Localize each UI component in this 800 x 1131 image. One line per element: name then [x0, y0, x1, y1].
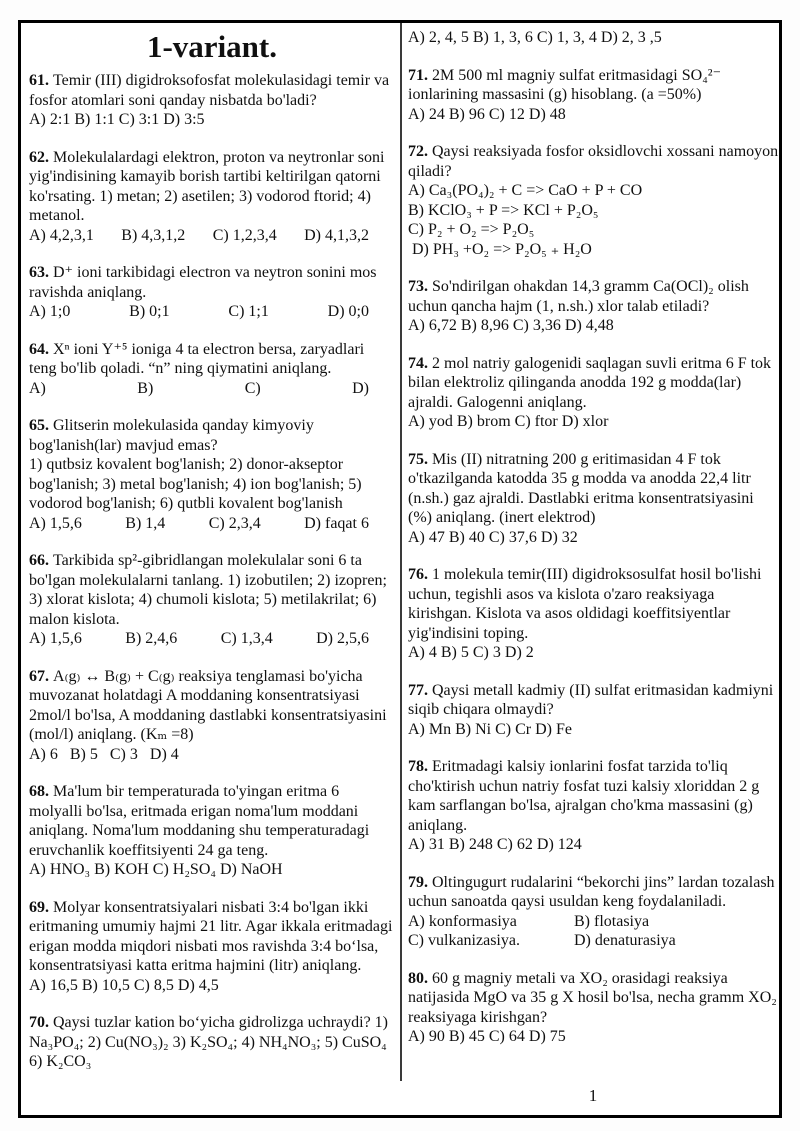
question-text: [408, 757, 780, 835]
left-column: [29, 28, 395, 1072]
option: A) 1,5,6: [29, 630, 82, 647]
question-body: 2 mol natriy galogenidi saqlagan suvli eritma 6 F tok bilan elektroliz qilinganda anodda 192 g modda(lar) ajraldi. Galogenni aniqlang.: [408, 354, 776, 411]
question-78: [408, 757, 780, 855]
question-number: 76.: [408, 566, 432, 583]
option: D) denaturasiya: [574, 932, 676, 949]
answer-row: A) 16,5 B) 10,5 C) 8,5 D) 4,5: [29, 976, 219, 994]
question-69: [29, 898, 395, 996]
option: D) 0;0: [327, 303, 369, 320]
answer-row: C) P₂ + O₂ => P₂O₅: [408, 221, 535, 238]
answer-row: A) 4 B) 5 C) 3 D) 2: [408, 644, 534, 661]
question-number: 73.: [408, 278, 432, 295]
answer-row: A) 31 B) 248 C) 62 D) 124: [408, 836, 582, 853]
option: C): [244, 379, 261, 397]
option: C) 1;1: [228, 303, 269, 320]
question-number: 75.: [408, 450, 432, 468]
question-text: [29, 898, 395, 976]
question-number: 67.: [29, 667, 53, 685]
option: B) 1,4: [125, 514, 166, 532]
question-72: [408, 142, 783, 259]
question-63: [29, 263, 395, 322]
question-65: [29, 416, 395, 533]
question-text: [408, 354, 780, 413]
question-number: 71.: [408, 66, 432, 84]
question-body: Molekulalardagi elektron, proton va neytronlar soni yig'indisining kamayib borish tartibi keltirilgan qatorni ko'rsating. 1) metan; 2) asetilen; 3) vodorod ftorid; 4) metanol.: [29, 148, 389, 224]
question-text: [408, 66, 780, 105]
answer-row: A) 2, 4, 5 B) 1, 3, 6 C) 1, 3, 4 D) 2, 3 ,5: [408, 29, 662, 46]
answer-row: A) 2:1 B) 1:1 C) 3:1 D) 3:5: [29, 111, 205, 128]
question-number: 68.: [29, 783, 53, 800]
answer-row: A) 6 B) 5 C) 3 D) 4: [29, 745, 179, 763]
option: A) 1,5,6: [29, 514, 82, 532]
question-text: [408, 873, 780, 912]
option: C) 2,3,4: [208, 514, 261, 532]
option: A): [29, 379, 46, 397]
question-67: [29, 667, 395, 765]
answer-row: 1) qutbsiz kovalent bog'lanish; 2) donor-akseptor bog'lanish; 3) metal bog'lanish; 4) ion bog'lanish; 5) vodorod bog'lanish; 6) qutbli kovalent bog'lanish: [29, 456, 366, 512]
question-body: Ma'lum bir temperaturada to'yingan eritma 6 molyalli bo'lsa, eritmada erigan noma'lum moddani aniqlang. Noma'lum moddaning shu temperaturadagi eruvchanlik koeffitsiyenti 24 ga teng.: [29, 783, 374, 859]
question-text: [29, 551, 395, 629]
question-64: [29, 340, 395, 399]
page-number: 1: [588, 1086, 598, 1105]
question-body: Qaysi metall kadmiy (II) sulfat eritmasidan kadmiyni siqib chiqara olmaydi?: [408, 681, 778, 718]
question-body: Molyar konsentratsiyalari nisbati 3:4 bo'lgan ikki eritmaning umumiy hajmi 21 litr. Agar ikkala eritmadagi erigan modda miqdori nisbati mos ravishda 3:4 boʻlsa, konsentratsiyasi katta eritma hajmini (litr) aniqlang.: [29, 898, 397, 974]
question-text: [29, 667, 395, 745]
option: B) 4,3,1,2: [121, 226, 186, 244]
question-body: Glitserin molekulasida qanday kimyoviy bog'lanish(lar) mavjud emas?: [29, 417, 318, 454]
question-body: D⁺ ioni tarkibidagi electron va neytron sonini mos ravishda aniqlang.: [29, 264, 381, 301]
option: B) 2,4,6: [125, 630, 178, 647]
question-number: 65.: [29, 417, 53, 434]
question-number: 74.: [408, 354, 432, 372]
question-80: [408, 969, 780, 1047]
question-76: [408, 565, 780, 663]
answer-row: A) 6,72 B) 8,96 C) 3,36 D) 4,48: [408, 317, 614, 334]
options-row: [29, 226, 369, 246]
question-77: [408, 681, 780, 740]
answer-row: A) Mn B) Ni C) Cr D) Fe: [408, 720, 572, 738]
option: B) 0;1: [129, 303, 170, 320]
option: D) 4,1,3,2: [304, 226, 369, 244]
options-row: [408, 912, 780, 932]
question-body: Qaysi reaksiyada fosfor oksidlovchi xossani namoyon qiladi?: [408, 143, 783, 180]
options-row: [29, 302, 369, 322]
option: B): [137, 379, 154, 397]
question-number: 62.: [29, 148, 53, 166]
question-number: 69.: [29, 898, 53, 916]
options-row: [408, 931, 780, 951]
question-body: 2M 500 ml magniy sulfat eritmasidagi SO₄²⁻ ionlarining massasini (g) hisoblang. (a =50%): [408, 66, 726, 103]
question-71: [408, 66, 780, 125]
option: A) 1;0: [29, 303, 71, 320]
answer-row: A) Ca₃(PO₄)₂ + C => CaO + P + CO: [408, 182, 643, 199]
question-68: [29, 782, 395, 880]
question-body: 60 g magniy metali va XO₂ orasidagi reaksiya natijasida MgO va 35 g X hosil bo'lsa, necha gramm XO₂ reaksiyaga kirishgan?: [408, 969, 781, 1026]
question-text: [29, 1013, 395, 1072]
question-body: Temir (III) digidroksofosfat molekulasidagi temir va fosfor atomlari soni qanday nisbatda bo'ladi?: [29, 72, 394, 109]
question-text: [408, 450, 780, 528]
answer-row: A) yod B) brom C) ftor D) xlor: [408, 413, 609, 430]
question-body: 1 molekula temir(III) digidroksosulfat hosil bo'lishi uchun, tegishli asos va kislota o'zaro reaksiyaga kirishgan. Kislota va asos oldidagi koeffitsiyentlar yig'indisini toping.: [408, 566, 766, 642]
option: D) faqat 6: [304, 514, 369, 532]
answer-row: A) 24 B) 96 C) 12 D) 48: [408, 105, 566, 123]
answer-row: A) 47 B) 40 C) 37,6 D) 32: [408, 528, 578, 546]
question-number: 63.: [29, 264, 53, 281]
question-75: [408, 450, 780, 548]
answer-row: B) KClO₃ + P => KCl + P₂O₅: [408, 201, 599, 219]
question-text: [408, 969, 780, 1028]
question-text: [408, 681, 780, 720]
question-text: [408, 277, 780, 316]
question-text: [29, 416, 395, 455]
question-61: [29, 71, 395, 130]
option: C) 1,3,4: [220, 630, 273, 647]
question-number: 80.: [408, 969, 432, 987]
question-number: 77.: [408, 681, 432, 699]
option: B) flotasiya: [574, 912, 650, 930]
options-row: [29, 514, 369, 534]
option: C) vulkanizasiya.: [408, 932, 520, 949]
question-66: [29, 551, 395, 649]
options-row: [29, 379, 369, 399]
question-number: 79.: [408, 873, 432, 891]
question-body: Eritmadagi kalsiy ionlarini fosfat tarzida to'liq cho'ktirish uchun natriy fosfat tuzi kalsiy xloriddan 2 g kam sarflangan bo'lsa, ajralgan cho'kma massasini (g) aniqlang.: [408, 758, 764, 834]
option: D): [352, 379, 369, 397]
question-number: 72.: [408, 143, 432, 160]
answer-row: D) PH₃ +O₂ => P₂O₅ ₊ H₂O: [408, 240, 592, 258]
question-text: [408, 565, 780, 643]
question-74: [408, 354, 780, 432]
question-62: [29, 148, 395, 246]
answer-row: A) HNO₃ B) KOH C) H₂SO₄ D) NaOH: [29, 861, 283, 878]
question-number: 78.: [408, 758, 432, 775]
question-number: 66.: [29, 552, 53, 569]
question-body: Oltingugurt rudalarini “bekorchi jins” lardan tozalash uchun sanoatda qaysi usuldan keng foydalaniladi.: [408, 873, 779, 910]
option: A) 4,2,3,1: [29, 226, 94, 244]
left-questions: [29, 71, 395, 1072]
right-column: [408, 28, 783, 1047]
question-body: Mis (II) nitratning 200 g eritimasidan 4 F tok o'tkazilganda katodda 35 g modda va anodda 22,4 litr (n.sh.) gaz ajraldi. Dastlabki eritma konsentratsiyasini (%) aniqlang. (inert elektrod): [408, 450, 758, 526]
question-text: [29, 263, 395, 302]
column-divider: [400, 23, 402, 1081]
option: C) 1,2,3,4: [212, 226, 277, 244]
right-questions: [408, 28, 783, 1047]
question-body: So'ndirilgan ohakdan 14,3 gramm Ca(OCl)₂ olish uchun qancha hajm (1, n.sh.) xlor talab etiladi?: [408, 278, 753, 315]
continued-answer-line: [408, 28, 780, 48]
option: D) 2,5,6: [316, 630, 369, 647]
options-row: [29, 629, 369, 649]
question-73: [408, 277, 780, 336]
question-number: 61.: [29, 72, 53, 89]
question-number: 70.: [29, 1014, 53, 1031]
question-body: Xⁿ ioni Y⁺⁵ ioniga 4 ta electron bersa, zaryadlari teng bo'lib qoladi. “n” ning qiymatini aniqlang.: [29, 340, 369, 377]
question-number: 64.: [29, 340, 53, 358]
question-70: [29, 1013, 395, 1072]
question-text: [408, 142, 783, 181]
question-text: [29, 148, 395, 226]
question-body: A₍g₎ ↔ B₍g₎ + C₍g₎ reaksiya tenglamasi bo'yicha muvozanat holatdagi A moddaning konsentratsiyasi 2mol/l bo'lsa, A moddaning dastlabki konsentratsiyasini (mol/l) aniqlang. (Kₘ =8): [29, 667, 391, 743]
test-sheet: [18, 20, 782, 1118]
question-body: Tarkibida sp²-gibridlangan molekulalar soni 6 ta bo'lgan molekulalarni tanlang. 1) izobutilen; 2) izopren; 3) xlorat kislota; 4) chumoli kislota; 5) metilakrilat; 6) malon kislota.: [29, 552, 391, 628]
question-79: [408, 873, 780, 951]
question-text: [29, 71, 395, 110]
question-body: Qaysi tuzlar kation boʻyicha gidrolizga uchraydi? 1) Na₃PO₄; 2) Cu(NO₃)₂ 3) K₂SO₄; 4) NH₄NO₃; 5) CuSO₄ 6) K₂CO₃: [29, 1014, 392, 1070]
question-text: [29, 340, 395, 379]
page-title: 1-variant.: [146, 29, 277, 64]
option: A) konformasiya: [408, 912, 517, 930]
answer-row: A) 90 B) 45 C) 64 D) 75: [408, 1028, 566, 1045]
question-text: [29, 782, 395, 860]
